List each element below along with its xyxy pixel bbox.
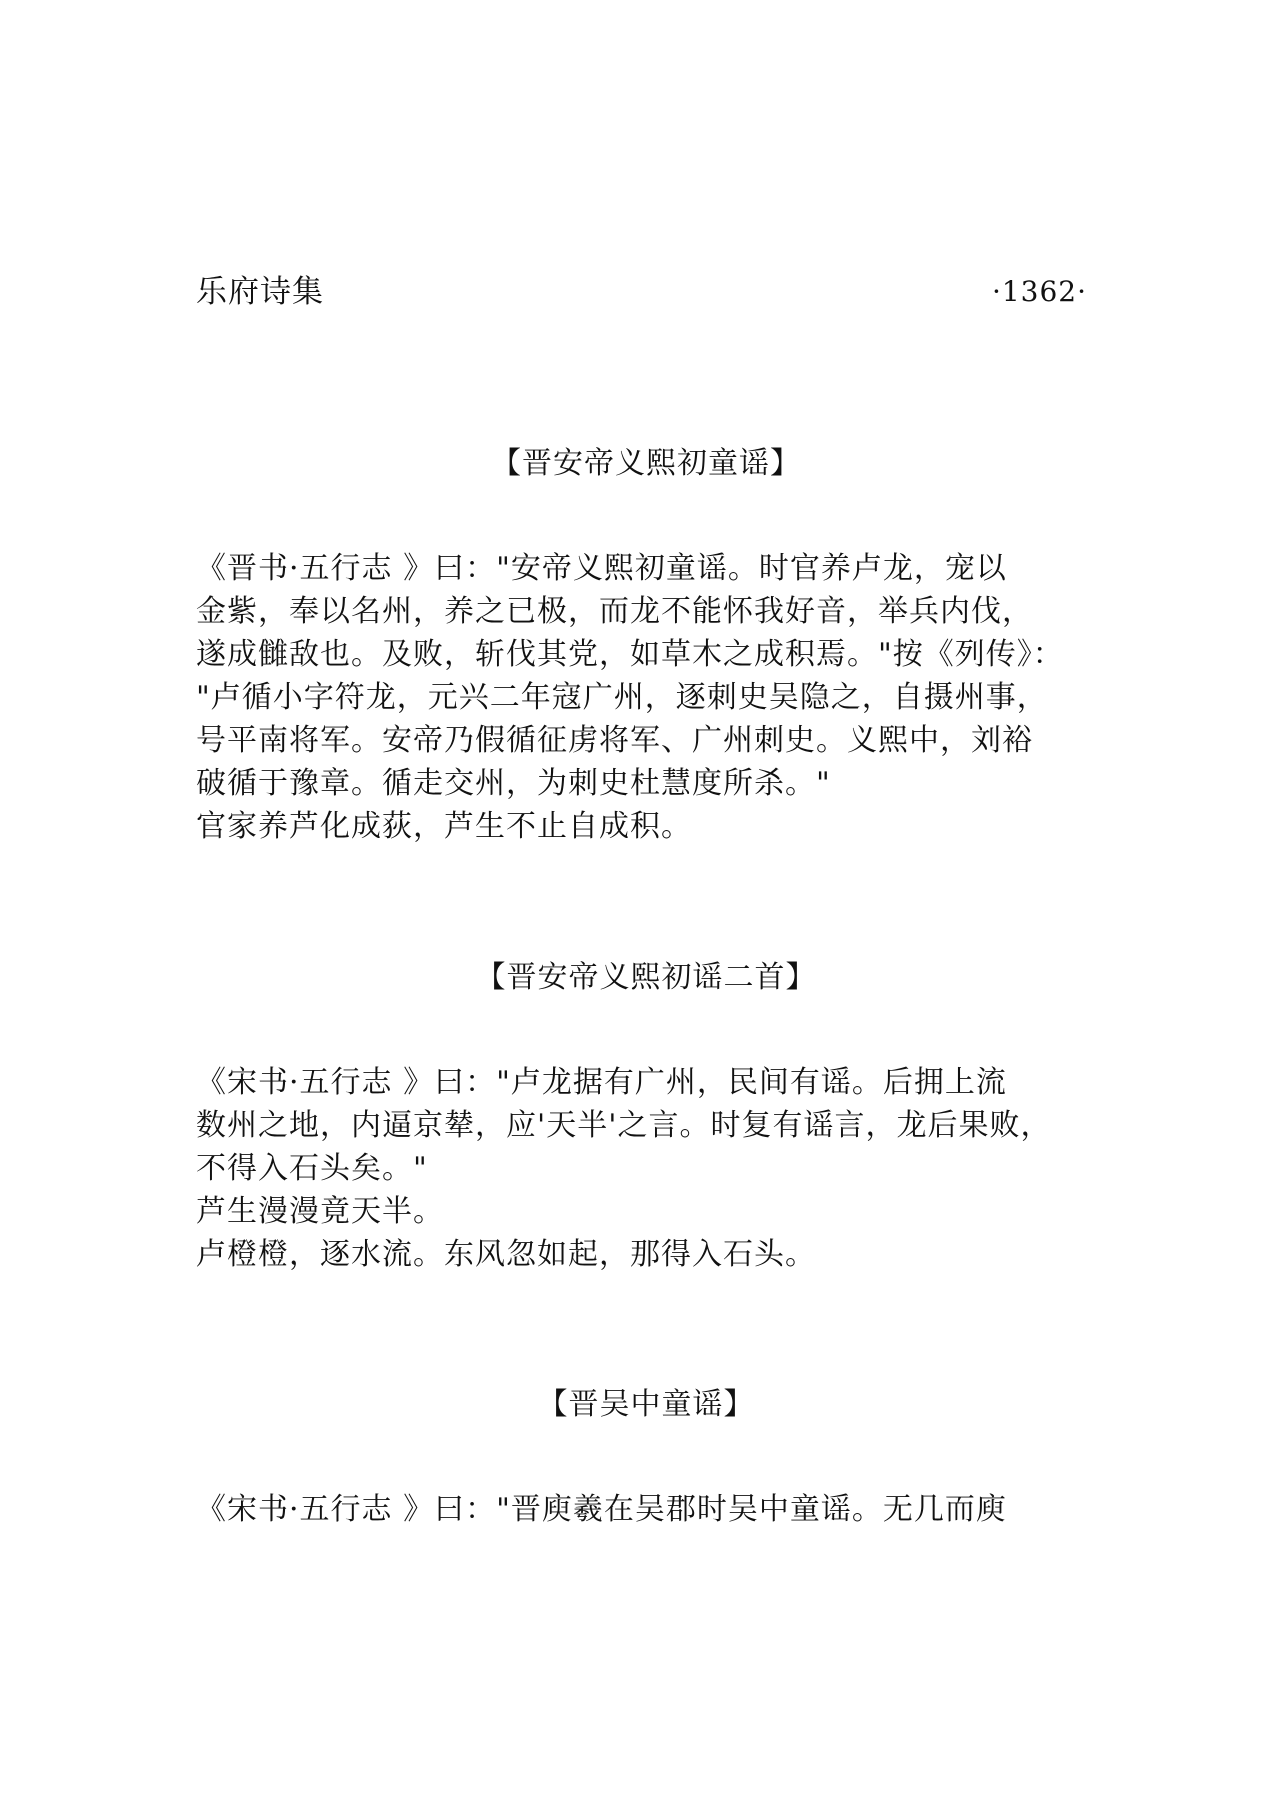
text-line: 不得入石头矣。" (196, 1151, 428, 1186)
text-line: 《宋书·五行志 》曰："晋庾羲在吴郡时吴中童谣。无几而庾 (196, 1492, 1007, 1527)
text-line: 破循于豫章。循走交州，为刺史杜慧度所杀。" (196, 766, 831, 801)
book-title: 乐府诗集 (196, 274, 324, 310)
section-jin-andi-yixi-yao (196, 958, 1096, 1276)
text-line: 号平南将军。安帝乃假循征虏将军、广州刺史。义熙中，刘裕 (196, 723, 1033, 758)
text-line: 《宋书·五行志 》曰："卢龙据有广州，民间有谣。后拥上流 (196, 1065, 1007, 1100)
section-body (196, 1488, 1096, 1531)
text-line: 遂成雠敌也。及败，斩伐其党，如草木之成积焉。"按《列传》： (196, 637, 1064, 672)
page-number: ·1362· (991, 275, 1087, 308)
section-jin-andi-yixi-tongyao (196, 444, 1096, 848)
section-jin-wuzhong-tongyao (196, 1385, 1096, 1531)
verse-line: 芦生漫漫竟天半。 (196, 1194, 444, 1229)
section-title: 【晋安帝义熙初谣二首】 (475, 960, 817, 995)
section-body (196, 547, 1096, 848)
section-title: 【晋吴中童谣】 (537, 1387, 755, 1422)
text-line: "卢循小字符龙，元兴二年寇广州，逐刺史吴隐之，自摄州事， (196, 680, 1048, 715)
section-body (196, 1061, 1096, 1276)
text-line: 金紫，奉以名州，养之已极，而龙不能怀我好音，举兵内伐， (196, 594, 1033, 629)
section-title: 【晋安帝义熙初童谣】 (491, 446, 801, 481)
verse-line: 卢橙橙，逐水流。东风忽如起，那得入石头。 (196, 1237, 816, 1272)
verse-line: 官家养芦化成荻，芦生不止自成积。 (196, 809, 692, 844)
text-line: 《晋书·五行志 》曰："安帝义熙初童谣。时官养卢龙，宠以 (196, 551, 1007, 586)
text-line: 数州之地，内逼京辇，应'天半'之言。时复有谣言，龙后果败， (196, 1108, 1052, 1143)
